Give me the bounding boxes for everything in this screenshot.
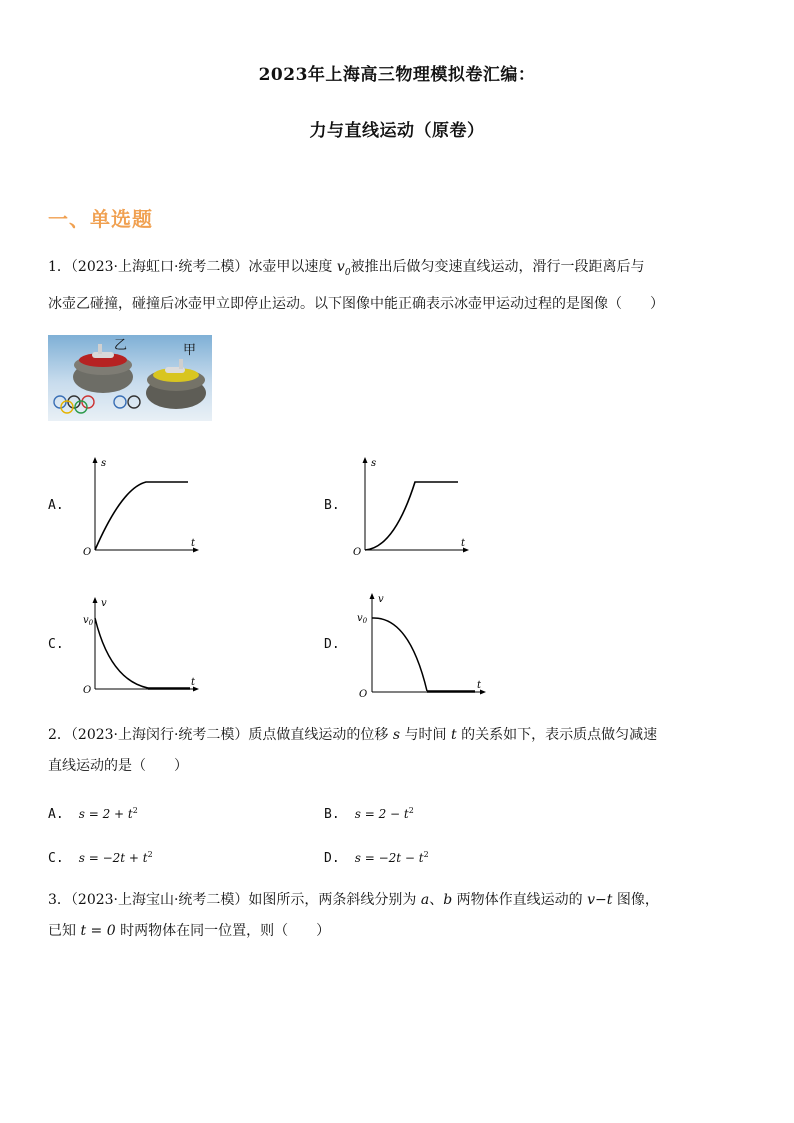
page-title: 2023年上海高三物理模拟卷汇编：: [258, 65, 536, 85]
q1-graph-c[interactable]: [78, 592, 208, 704]
q3-a: a: [420, 892, 430, 908]
section-heading: 一、单选题: [48, 207, 153, 231]
graph-b-s-label: s: [371, 458, 377, 469]
q1-graph-d[interactable]: [355, 588, 495, 704]
q1-line1-post: 被推出后做匀变速直线运动，滑行一段距离后与: [350, 259, 645, 275]
photo-label-yi: 乙: [114, 338, 128, 353]
q1-option-c-label[interactable]: C.: [48, 637, 64, 652]
photo-label-jia: 甲: [183, 343, 197, 358]
q3-b: b: [443, 892, 453, 908]
q2-option-b-formula: s = 2 − t: [354, 807, 409, 821]
q3-line1-post: 图像，: [612, 892, 659, 908]
graph-c-t-label: t: [191, 677, 196, 688]
question-1-text: [48, 252, 748, 320]
q1-v0: v: [336, 259, 345, 275]
q2-option-a-label: A.: [48, 807, 64, 822]
q2-line1-mid: 与时间: [400, 727, 451, 743]
q2-option-c-exp: 2: [147, 850, 153, 859]
q1-line1-pre: 1．（2023·上海虹口·统考二模）冰壶甲以速度: [48, 259, 337, 275]
question-2-text: [48, 720, 748, 782]
graph-c-v-label: v: [101, 598, 107, 609]
q2-line1-pre: 2．（2023·上海闵行·统考二模）质点做直线运动的位移: [48, 727, 393, 743]
q3-line2-post: 时两物体在同一位置，则（ ）: [115, 923, 331, 939]
q2-option-d-formula: s = −2t − t: [354, 851, 424, 865]
q2-option-a-exp: 2: [132, 806, 138, 815]
page-subtitle: 力与直线运动（原卷）: [309, 121, 485, 141]
q2-line2: 直线运动的是（ ）: [48, 758, 188, 774]
graph-d-v0-label: [357, 613, 368, 625]
q2-option-d-label: D.: [324, 851, 340, 866]
q1-v0-sub: 0: [344, 267, 351, 278]
graph-b-t-label: t: [461, 538, 466, 549]
q3-line1-mid: 两物体作直线运动的: [452, 892, 588, 908]
q1-graph-b[interactable]: [348, 452, 478, 564]
q1-graph-a[interactable]: [78, 452, 208, 564]
graph-d-t-label: t: [477, 680, 482, 691]
q3-line1-pre: 3．（2023·上海宝山·统考二模）如图所示，两条斜线分别为: [48, 892, 421, 908]
q2-option-a-formula: s = 2 + t: [78, 807, 133, 821]
q2-option-a[interactable]: [48, 803, 138, 822]
question-3-text: [48, 885, 748, 947]
q2-t: t: [450, 727, 457, 743]
q3-vt: v−t: [587, 892, 613, 908]
q2-option-d-exp: 2: [423, 850, 429, 859]
q1-option-a-label[interactable]: A.: [48, 498, 64, 513]
graph-b-origin-label: O: [353, 547, 362, 558]
q2-option-b[interactable]: [324, 803, 414, 822]
q3-sep: 、: [429, 892, 444, 908]
curling-photo: [48, 335, 212, 421]
q3-t0: t = 0: [80, 923, 116, 939]
graph-a-origin-label: O: [83, 547, 92, 558]
q2-option-c-label: C.: [48, 851, 64, 866]
graph-a-t-label: t: [191, 538, 196, 549]
graph-d-v0-sub: 0: [362, 617, 368, 625]
q2-option-b-exp: 2: [408, 806, 414, 815]
graph-c-origin-label: O: [83, 685, 92, 696]
q2-option-c[interactable]: [48, 847, 153, 866]
graph-d-v-label: v: [378, 594, 384, 605]
q2-option-c-formula: s = −2t + t: [78, 851, 148, 865]
graph-d-v0-main: v: [357, 613, 363, 624]
graph-c-v0-sub: 0: [88, 619, 94, 627]
graph-a-s-label: s: [101, 458, 107, 469]
q2-option-b-label: B.: [324, 807, 340, 822]
graph-c-v0-main: v: [83, 615, 89, 626]
q2-option-d[interactable]: [324, 847, 429, 866]
graph-c-v0-label: [83, 615, 94, 627]
q1-line2: 冰壶乙碰撞，碰撞后冰壶甲立即停止运动。以下图像中能正确表示冰壶甲运动过程的是图像（ ）: [48, 295, 664, 312]
q2-s: s: [392, 727, 401, 743]
graph-d-origin-label: O: [359, 689, 368, 700]
q1-option-b-label[interactable]: B.: [324, 498, 340, 513]
q2-line1-post: 的关系如下，表示质点做匀减速: [456, 727, 658, 743]
q3-line2-pre: 已知: [48, 923, 81, 939]
q1-option-d-label[interactable]: D.: [324, 637, 340, 652]
